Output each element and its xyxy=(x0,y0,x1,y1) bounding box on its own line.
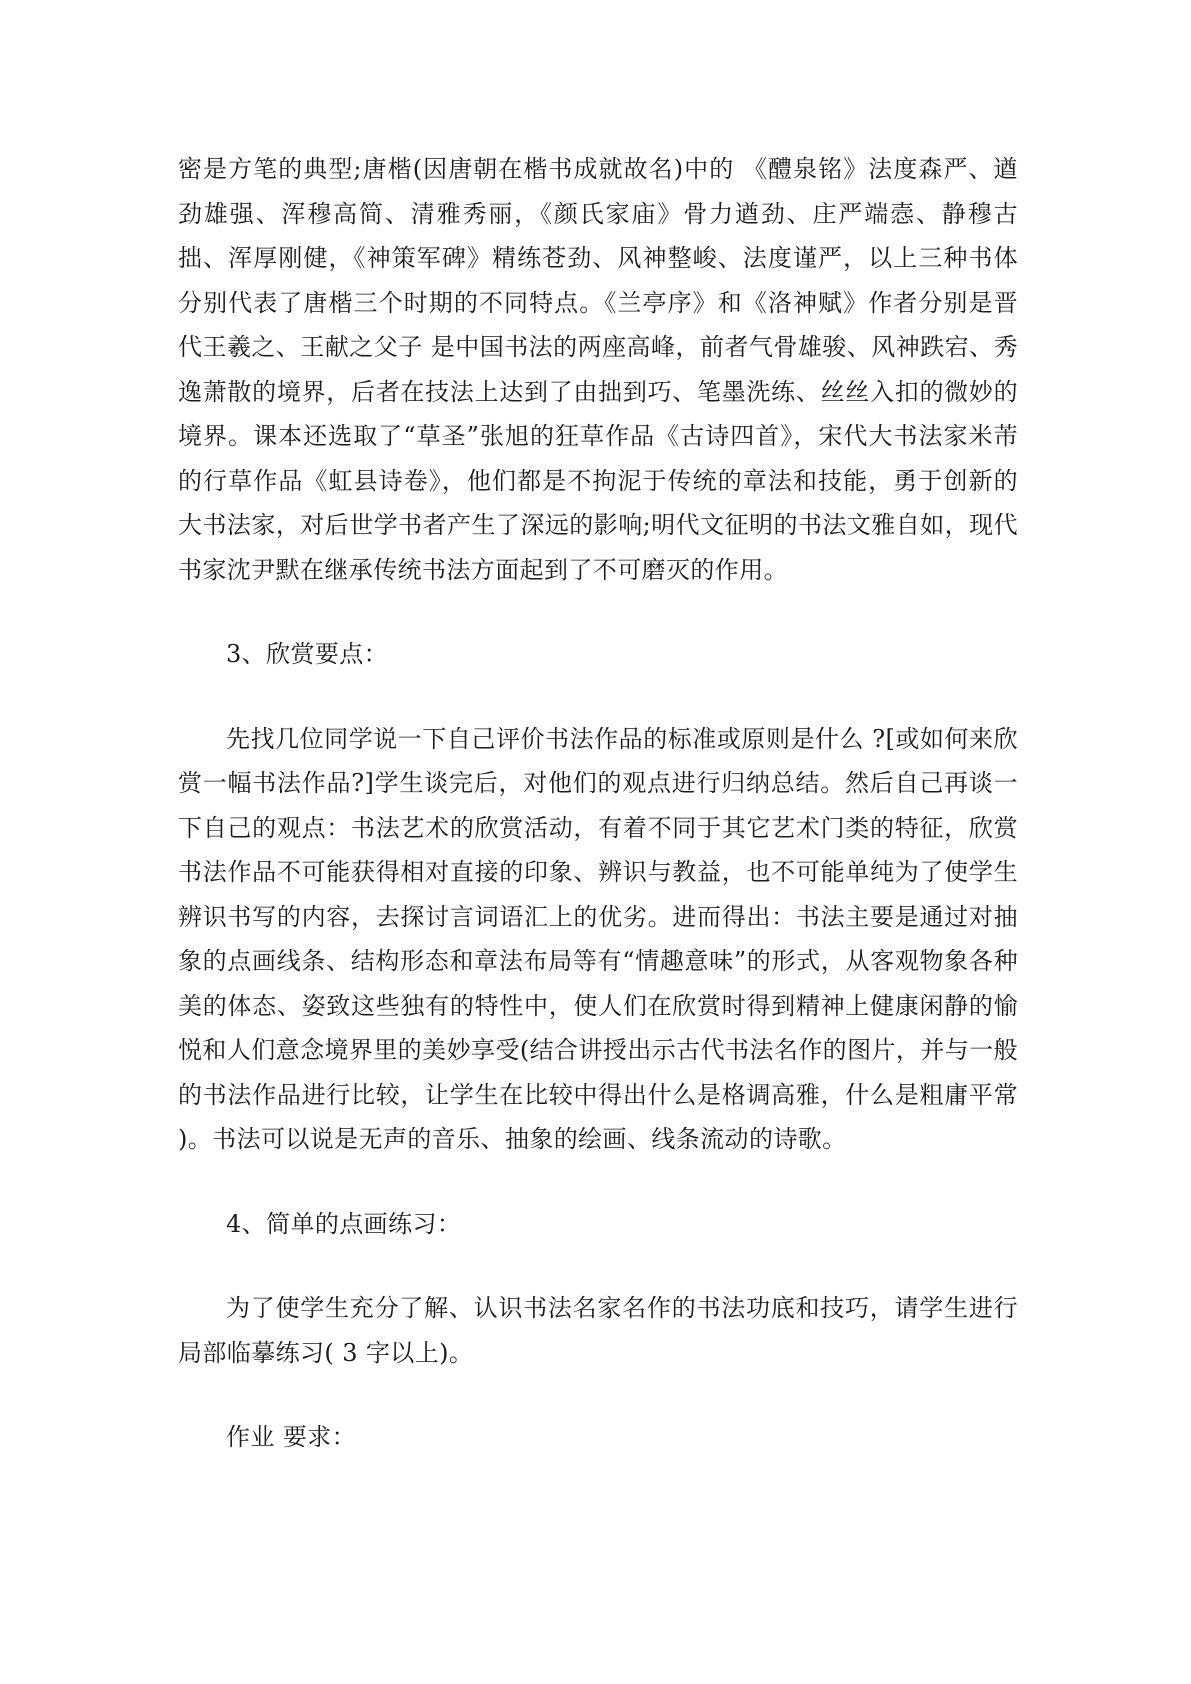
section-heading-stroke-practice: 4、简单的点画练习： xyxy=(226,1209,462,1238)
section-heading-appreciation-points: 3、欣赏要点： xyxy=(226,640,389,668)
document-page xyxy=(178,147,1018,1460)
body-paragraph-calligraphy-works: 密是方笔的典型;唐楷(因唐朝在楷书成就故名)中的 《醴泉铭》法度森严、遒劲雄强、浑穆高简、清雅秀丽，《颜氏家庙》骨力遒劲、庄严端悫、静穆古拙、浑厚刚健，《神策军碑》精练苍劲、风神整峻、法度谨严，以上三种书体分别代表了唐楷三个时期的不同特点。《兰亭序》和《洛神赋》作者分别是晋代王羲之、王献之父子 是中国书法的两座高峰，前者气骨雄骏、风神跌宕、秀逸萧散的境界，后者在技法上达到了由拙到巧、笔墨洗练、丝丝入扣的微妙的境界。课本还选取了“草圣”张旭的狂草作品《古诗四首》，宋代大书法家米芾的行草作品《虹县诗卷》，他们都是不拘泥于传统的章法和技能，勇于创新的大书法家，对后世学书者产生了深远的影响;明代文征明的书法文雅自如，现代书家沈尹默在继承传统书法方面起到了不可磨灭的作用。 xyxy=(178,155,1018,584)
body-paragraph-practice: 为了使学生充分了解、认识书法名家名作的书法功底和技巧，请学生进行局部临摹练习( 3 字以上)。 xyxy=(178,1294,1018,1367)
section-heading-homework: 作业 要求： xyxy=(226,1423,357,1451)
body-paragraph-appreciation: 先找几位同学说一下自己评价书法作品的标准或原则是什么 ?[或如何来欣赏一幅书法作品?]学生谈完后，对他们的观点进行归纳总结。然后自己再谈一下自己的观点：书法艺术的欣赏活动，有着不同于其它艺术门类的特征，欣赏书法作品不可能获得相对直接的印象、辨识与教益，也不可能单纯为了使学生辨识书写的内容，去探讨言词语汇上的优劣。进而得出：书法主要是通过对抽象的点画线条、结构形态和章法布局等有“情趣意味”的形式，从客观物象各种美的体态、姿致这些独有的特性中，使人们在欣赏时得到精神上健康闲静的愉悦和人们意念境界里的美妙享受(结合讲授出示古代书法名作的图片，并与一般的书法作品进行比较，让学生在比较中得出什么是格调高雅，什么是粗庸平常 )。书法可以说是无声的音乐、抽象的绘画、线条流动的诗歌。 xyxy=(178,724,1018,1153)
